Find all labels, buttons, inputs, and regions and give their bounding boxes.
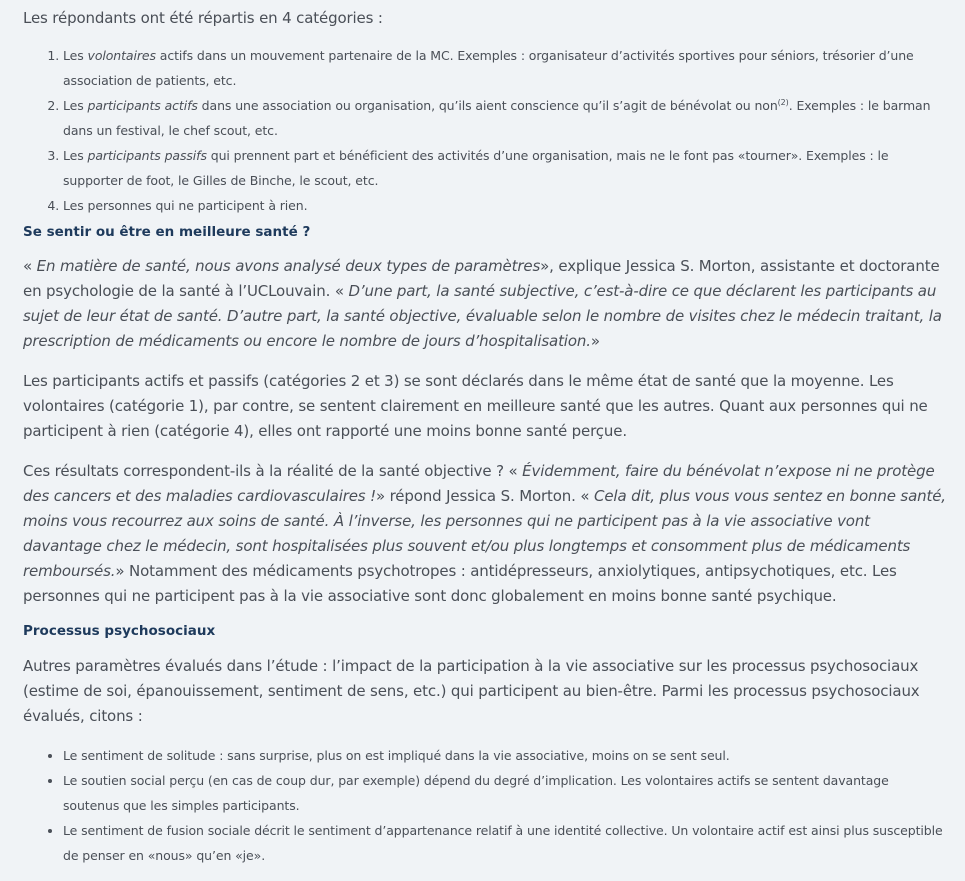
- spacer: [23, 245, 947, 254]
- spacer: [23, 354, 947, 369]
- list-item: • Le sentiment de solitude : sans surprise, plus on est impliqué dans la vie associative, moins on se sent seul.: [63, 743, 947, 768]
- quote-paragraph-1: « En matière de santé, nous avons analysé deux types de paramètres», explique Jessica S. Morton, assistante et doctorante en psychologie de la santé à l’UCLouvain. « D’une part, la santé subjective, c’est-à-dire ce que déclarent les participants au sujet de leur état de santé. D’autre part, la santé objective, évaluable selon le nombre de visites chez le médecin traitant, la prescription de médicaments ou encore le nombre de jours d’hospitalisation.»: [23, 257, 942, 350]
- results-paragraph: Les participants actifs et passifs (catégories 2 et 3) se sont déclarés dans le même état de santé que la moyenne. Les volontaires (catégorie 1), par contre, se sentent clairement en meilleure santé que les autres. Quant aux personnes qui ne participent à rien (catégorie 4), elles ont rapporté une moins bonne santé perçue.: [23, 372, 928, 440]
- list-item: 2. Les participants actifs dans une association ou organisation, qu’ils aient conscience qu’il s’agit de bénévolat ou non$^{(2)}$. Exemples : le barman dans un festival, le chef scout, etc.: [63, 93, 947, 143]
- list-item: • Le sentiment de fusion sociale décrit le sentiment d’appartenance relatif à une identité collective. Un volontaire actif est ainsi plus susceptible de penser en «nous» qu’en «je».: [63, 818, 947, 868]
- list-item: 3. Les participants passifs qui prennent part et bénéficient des activités d’une organisation, mais ne le font pas «tourner». Exemples : le supporter de foot, le Gilles de Binche, le scout, etc.: [63, 143, 947, 193]
- section-heading-health: Se sentir ou être en meilleure santé ?: [23, 224, 311, 240]
- spacer: [23, 729, 947, 743]
- categories-list: [23, 43, 947, 218]
- processes-paragraph: Autres paramètres évalués dans l’étude : l’impact de la participation à la vie associative sur les processus psychosociaux (estime de soi, épanouissement, sentiment de sens, etc.) qui participent au bien-être. Parmi les processus psychosociaux évalués, citons :: [23, 657, 920, 725]
- processes-list: [23, 743, 947, 868]
- footnote-ref[interactable]: (2): [777, 97, 789, 107]
- spacer: [23, 444, 947, 459]
- list-item: 4. Les personnes qui ne participent à rien.: [63, 193, 947, 218]
- intro-paragraph: Les répondants ont été répartis en 4 catégories :: [23, 9, 383, 27]
- section-heading-processes: Processus psychosociaux: [23, 623, 216, 639]
- spacer: [23, 644, 947, 654]
- list-item: 1. Les volontaires actifs dans un mouvement partenaire de la MC. Exemples : organisateur d’activités sportives pour séniors, trésorier d’une association de patients, etc.: [63, 43, 947, 93]
- quote-paragraph-2: Ces résultats correspondent-ils à la réalité de la santé objective ? « Évidemment, faire du bénévolat n’expose ni ne protège des cancers et des maladies cardiovasculaires !» répond Jessica S. Morton. « Cela dit, plus vous vous sentez en bonne santé, moins vous recourrez aux soins de santé. À l’inverse, les personnes qui ne participent pas à la vie associative vont davantage chez le médecin, sont hospitalisées plus souvent et/ou plus longtemps et consomment plus de médicaments remboursés.» Notamment des médicaments psychotropes : antidépresseurs, anxiolytiques, antipsychotiques, etc. Les personnes qui ne participent pas à la vie associative sont donc globalement en moins bonne santé psychique.: [23, 462, 946, 605]
- list-item: • Le soutien social perçu (en cas de coup dur, par exemple) dépend du degré d’implication. Les volontaires actifs se sentent davantage soutenus que les simples participants.: [63, 768, 947, 818]
- spacer: [23, 609, 947, 619]
